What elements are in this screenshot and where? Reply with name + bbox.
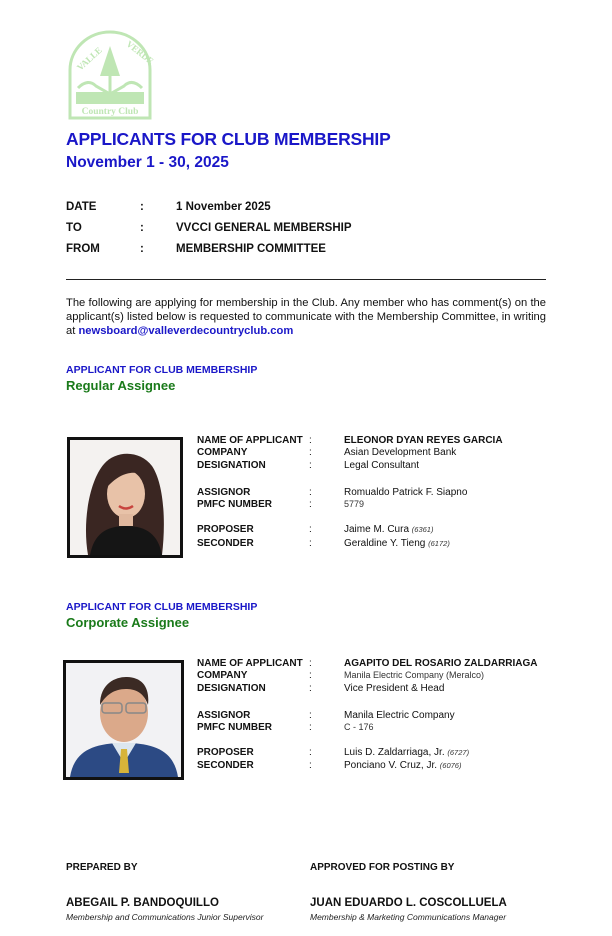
field-separator: : <box>309 670 312 681</box>
field-separator: : <box>309 447 312 458</box>
field-separator: : <box>309 658 312 669</box>
field-separator: : <box>309 499 312 510</box>
pmfc-value: C - 176 <box>344 722 374 732</box>
field-separator: : <box>309 435 312 446</box>
field-separator: : <box>309 722 312 733</box>
field-label: PROPOSER <box>197 747 254 758</box>
applicant-details <box>197 658 567 788</box>
field-label: PROPOSER <box>197 524 254 535</box>
memo-value: MEMBERSHIP COMMITTEE <box>176 243 326 255</box>
field-label: PMFC NUMBER <box>197 722 272 733</box>
company-value: Manila Electric Company (Meralco) <box>344 670 485 680</box>
field-label: SECONDER <box>197 538 254 549</box>
field-label: SECONDER <box>197 760 254 771</box>
seconder-number: (6076) <box>439 761 462 770</box>
memo-separator: : <box>140 201 144 213</box>
field-label: NAME OF APPLICANT <box>197 658 303 669</box>
field-separator: : <box>309 460 312 471</box>
proposer-number: (6727) <box>447 748 470 757</box>
approved-by-label: APPROVED FOR POSTING BY <box>310 862 455 873</box>
memo-separator: : <box>140 243 144 255</box>
assignor-value: Manila Electric Company <box>344 710 455 721</box>
memo-label: TO <box>66 222 82 234</box>
section-heading: APPLICANT FOR CLUB MEMBERSHIP <box>66 364 258 376</box>
proposer-number: (6361) <box>411 525 434 534</box>
prepared-by-role: Membership and Communications Junior Supervisor <box>66 912 264 922</box>
memo-value: 1 November 2025 <box>176 201 271 213</box>
applicant-photo <box>63 660 184 780</box>
field-label: NAME OF APPLICANT <box>197 435 303 446</box>
field-separator: : <box>309 760 312 771</box>
memo-value: VVCCI GENERAL MEMBERSHIP <box>176 222 352 234</box>
page-title: APPLICANTS FOR CLUB MEMBERSHIP <box>66 129 391 149</box>
proposer-value: Jaime M. Cura <box>344 524 410 535</box>
field-separator: : <box>309 538 312 549</box>
field-label: ASSIGNOR <box>197 710 251 721</box>
memo-label: FROM <box>66 243 100 255</box>
memo-separator: : <box>140 222 144 234</box>
field-label: COMPANY <box>197 447 248 458</box>
company-value: Asian Development Bank <box>344 447 457 458</box>
svg-text:VALLE: VALLE <box>74 45 104 73</box>
field-label: DESIGNATION <box>197 460 266 471</box>
prepared-by-name: ABEGAIL P. BANDOQUILLO <box>66 897 219 909</box>
field-separator: : <box>309 683 312 694</box>
designation-value: Legal Consultant <box>344 460 420 471</box>
field-separator: : <box>309 524 312 535</box>
field-separator: : <box>309 487 312 498</box>
field-label: PMFC NUMBER <box>197 499 272 510</box>
field-label: COMPANY <box>197 670 248 681</box>
applicant-name: AGAPITO DEL ROSARIO ZALDARRIAGA <box>344 658 538 669</box>
seconder-value: Geraldine Y. Tieng <box>344 538 426 549</box>
approved-by-role: Membership & Marketing Communications Manager <box>310 912 507 922</box>
memo-label: DATE <box>66 201 97 213</box>
field-label: DESIGNATION <box>197 683 266 694</box>
intro-paragraph <box>66 296 546 338</box>
divider <box>66 279 546 280</box>
svg-text:Country Club: Country Club <box>81 107 139 117</box>
applicant-name: ELEONOR DYAN REYES GARCIA <box>344 435 503 446</box>
approved-by-name: JUAN EDUARDO L. COSCOLLUELA <box>310 897 507 909</box>
field-separator: : <box>309 710 312 721</box>
contact-email-link[interactable]: newsboard@valleverdecountryclub.com <box>78 325 294 337</box>
svg-text:VERDE: VERDE <box>124 38 154 67</box>
proposer-value: Luis D. Zaldarriaga, Jr. <box>344 747 445 758</box>
assignor-value: Romualdo Patrick F. Siapno <box>344 487 468 498</box>
seconder-value: Ponciano V. Cruz, Jr. <box>344 760 438 771</box>
applicant-details <box>197 435 557 565</box>
pmfc-value: 5779 <box>344 499 365 509</box>
section-heading: APPLICANT FOR CLUB MEMBERSHIP <box>66 601 258 613</box>
seconder-number: (6172) <box>428 539 450 548</box>
field-label: ASSIGNOR <box>197 487 251 498</box>
field-separator: : <box>309 747 312 758</box>
prepared-by-label: PREPARED BY <box>66 862 138 873</box>
designation-value: Vice President & Head <box>344 683 445 694</box>
club-logo <box>66 30 154 120</box>
applicant-photo <box>67 437 183 558</box>
intro-text: The following are applying for membership in the Club. Any member who has comment(s) on the applicant(s) listed below is requested to communicate with the Membership Committee, in writing at <box>66 297 546 337</box>
assignee-type: Regular Assignee <box>66 378 176 393</box>
period-subtitle: November 1 - 30, 2025 <box>66 154 229 171</box>
assignee-type: Corporate Assignee <box>66 615 190 630</box>
